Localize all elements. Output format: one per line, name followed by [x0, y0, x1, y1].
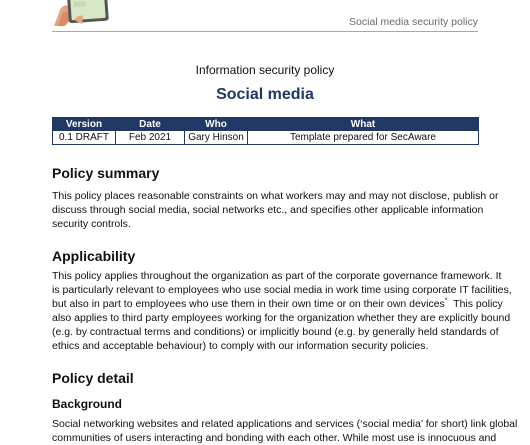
version-table: [52, 117, 479, 145]
background-paragraph: [52, 417, 518, 445]
paragraph-line: This policy places reasonable constraints on what workers may and may not disclose, publish or: [52, 190, 499, 202]
applicability-paragraph: [52, 269, 512, 353]
paragraph-line: also applies to third party employees working for the organization whether they are explicitly bound: [52, 312, 511, 324]
paragraph-line: Social networking websites and related applications and services (‘social media’ for short) link global: [52, 418, 518, 430]
version-table-header: [53, 118, 479, 131]
header-rule: [52, 31, 478, 32]
paragraph-line: is particularly relevant to employees who use social media in work time using corporate IT facilities,: [52, 284, 512, 296]
header-title: Social media security policy: [349, 16, 478, 28]
paragraph-line: [52, 297, 503, 311]
document-title: Social media: [216, 86, 314, 103]
cell-version: 0.1 DRAFT: [53, 131, 116, 145]
paragraph-line: ethics and acceptable behaviour) to comply with our information security policies.: [52, 340, 429, 352]
cell-date: Feb 2021: [116, 131, 185, 145]
line-text: but also in part to employees who use them in their own time or on their own devices: [52, 298, 445, 310]
column-header-version: Version: [53, 118, 116, 131]
section-heading-applicability: Applicability: [52, 248, 136, 264]
paragraph-line: communities of users interacting and bonding with each other. While most use is innocuous and: [52, 432, 497, 444]
section-heading-policy-detail: Policy detail: [52, 370, 134, 386]
policy-summary-paragraph: [52, 189, 499, 231]
paragraph-line: discuss through social media, social networks etc., and specifies other applicable information: [52, 204, 484, 216]
table-row: [53, 131, 479, 145]
column-header-what: What: [248, 118, 479, 131]
subsection-heading-background: Background: [52, 397, 123, 411]
cell-who: Gary Hinson: [185, 131, 248, 145]
column-header-who: Who: [185, 118, 248, 131]
cell-what: Template prepared for SecAware: [248, 131, 479, 145]
footnote-reference[interactable]: *: [444, 297, 448, 305]
paragraph-line: (e.g. by contractual terms and conditions) or implicitly bound (e.g. by generally held standards of: [52, 326, 499, 338]
line-text: This policy: [447, 298, 503, 310]
column-header-date: Date: [116, 118, 185, 131]
logo-hand-phone-icon: [52, 0, 110, 26]
paragraph-line: This policy applies throughout the organization as part of the corporate governance framework. It: [52, 270, 502, 282]
paragraph-line: security controls.: [52, 218, 131, 230]
section-heading-policy-summary: Policy summary: [52, 165, 160, 181]
document-kind: Information security policy: [195, 63, 335, 77]
